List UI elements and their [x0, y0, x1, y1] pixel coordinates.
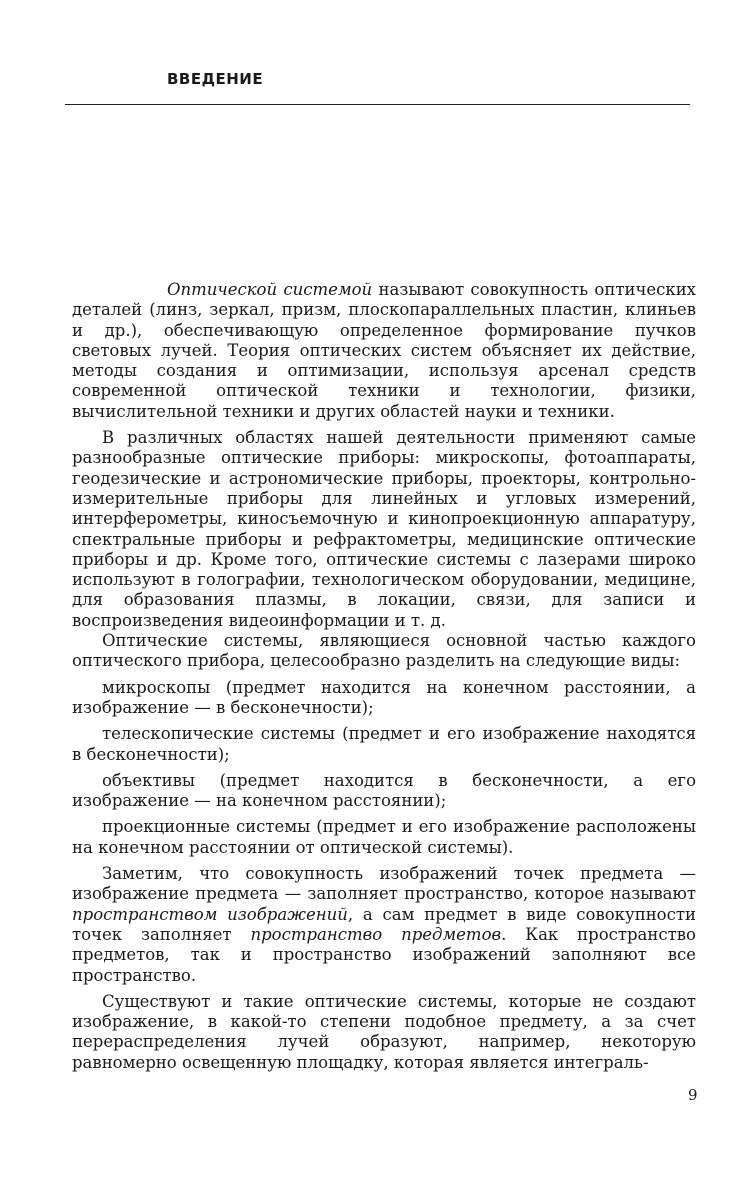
list-item-objectives: объективы (предмет находится в бесконечности, а его изображение — на конечном расстоянии);	[72, 770, 696, 811]
term-optical-system: Оптической системой	[167, 280, 373, 299]
term-object-space: пространство предметов	[250, 924, 502, 944]
paragraph-spaces-text-3: . Как пространство предметов, так и пространство изображений заполняют все пространство.	[72, 924, 696, 985]
paragraph-spaces-text-1: Заметим, что совокупность изображений точек предмета — изображение предмета — заполняет пространство, которое называют	[72, 864, 696, 904]
paragraph-spaces-text-2: , а сам предмет в виде совокупности точек заполняет	[72, 904, 696, 944]
body-text	[72, 280, 696, 1073]
paragraph-classification: Оптические системы, являющиеся основной частью каждого оптического прибора, целесообразно разделить на следующие виды:	[72, 631, 696, 671]
paragraph-definition-text: называют совокупность оптических деталей (линз, зеркал, призм, плоскопараллельных пластин, клиньев и др.), обеспечивающую определенное формирование пучков световых лучей. Теория оптических систем объясняет их действие, методы создания и оптимизации, используя арсенал средств современной оптической техники и технологии, физики, вычислительной техники и других областей науки и техники.	[72, 280, 696, 421]
heading-rule	[65, 104, 690, 105]
list-item-projection: проекционные системы (предмет и его изображение расположены на конечном расстоянии от оптической системы).	[72, 817, 696, 857]
paragraph-nonimaging: Существуют и такие оптические системы, которые не создают изображение, в какой-то степени подобное предмету, а за счет перераспределения лучей образуют, например, некоторую равномерно освещенную площадку, которая является интеграль-	[72, 991, 696, 1072]
section-heading: ВВЕДЕНИЕ	[167, 70, 264, 88]
page-number: 9	[688, 1086, 698, 1104]
list-item-microscopes: микроскопы (предмет находится на конечном расстоянии, а изображение — в бесконечности);	[72, 677, 696, 717]
paragraph-definition	[72, 280, 696, 422]
term-image-space: пространством изображений	[72, 904, 348, 924]
list-item-telescopic: телескопические системы (предмет и его изображение находятся в бесконечности);	[72, 724, 696, 764]
paragraph-applications: В различных областях нашей деятельности применяют самые разнообразные оптические приборы: микроскопы, фотоаппараты, геодезические и астрономические приборы, проекторы, контрольно-измерительные приборы для линейных и угловых измерений, интерферометры, киносъемочную и кинопроекционную аппаратуру, спектральные приборы и рефрактометры, медицинские оптические приборы и др. Кроме того, оптические системы с лазерами широко используют в голографии, технологическом оборудовании, медицине, для образования плазмы, в локации, связи, для записи и воспроизведения видеоинформации и т. д.	[72, 428, 696, 630]
paragraph-spaces	[72, 864, 696, 986]
